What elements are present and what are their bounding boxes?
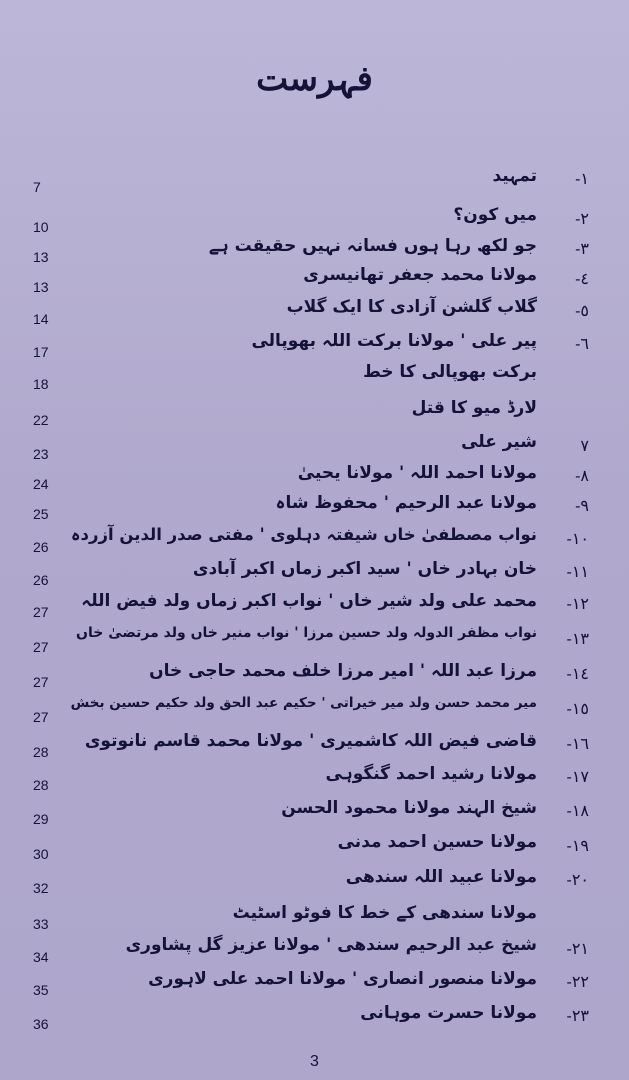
entry-number: ١٥- [566, 701, 589, 718]
toc-entry [0, 797, 629, 827]
toc-entry [0, 205, 629, 235]
entry-number: ٢- [575, 211, 589, 228]
entry-title: مولانا رشید احمد گنگوہی [325, 764, 537, 784]
entry-page: 35 [33, 982, 49, 998]
entry-title: مولانا سندھی کے خط کا فوٹو اسٹیٹ [232, 903, 537, 923]
entry-page: 28 [33, 777, 49, 793]
entry-number: ٢١- [566, 941, 589, 958]
toc-entry [0, 1002, 629, 1032]
entry-title: شیر علی [461, 432, 537, 452]
entry-page: 7 [33, 179, 41, 195]
entry-number: ١٢- [566, 596, 589, 613]
entry-page: 25 [33, 506, 49, 522]
entry-number: ١٩- [566, 838, 589, 855]
toc-entry [0, 590, 629, 620]
entry-number: ٩- [575, 498, 589, 515]
entry-title: میں کون؟ [453, 205, 537, 225]
entry-page: 17 [33, 344, 49, 360]
entry-title: تمہید [492, 166, 537, 186]
entry-title: میر محمد حسن ولد میر خیراتی ' حکیم عبد الحق ولد حکیم حسین بخش [70, 695, 537, 711]
toc-entry [0, 330, 629, 360]
entry-page: 29 [33, 811, 49, 827]
entry-title: مولانا عبد الرحیم ' محفوظ شاہ [275, 493, 537, 513]
entry-page: 14 [33, 311, 49, 327]
entry-number: ٣- [575, 241, 589, 258]
entry-page: 23 [33, 446, 49, 462]
entry-page: 27 [33, 709, 49, 725]
toc-entry [0, 165, 629, 195]
toc-entry [0, 695, 629, 725]
toc-entry [0, 558, 629, 588]
entry-title: مولانا حسرت موہانی [360, 1003, 537, 1023]
entry-number: ١٧- [566, 769, 589, 786]
entry-title: پیر علی ' مولانا برکت اللہ بھوپالی [251, 331, 537, 351]
toc-entry [0, 832, 629, 862]
entry-title: خان بہادر خاں ' سید اکبر زماں اکبر آبادی [192, 559, 537, 579]
toc-entry [0, 398, 629, 428]
entry-title: مولانا عبید اللہ سندھی [345, 867, 537, 887]
entry-page: 27 [33, 604, 49, 620]
entry-page: 26 [33, 539, 49, 555]
toc-entry [0, 660, 629, 690]
entry-number: ٢٢- [566, 974, 589, 991]
entry-number: ١٣- [566, 631, 589, 648]
entry-title: مولانا احمد اللہ ' مولانا یحییٰ [297, 463, 537, 483]
toc-entry [0, 935, 629, 965]
entry-page: 34 [33, 949, 49, 965]
page-number: 3 [310, 1053, 319, 1070]
entry-page: 24 [33, 476, 49, 492]
toc-entry [0, 432, 629, 462]
entry-number: ٦- [575, 336, 589, 353]
entry-page: 10 [33, 219, 49, 235]
entry-page: 36 [33, 1016, 49, 1032]
toc-entry [0, 362, 629, 392]
toc-entry [0, 462, 629, 492]
entry-page: 33 [33, 916, 49, 932]
contents-heading: فہرست [256, 59, 373, 99]
entry-number: ١٨- [566, 803, 589, 820]
entry-page: 18 [33, 376, 49, 392]
toc-entry [0, 492, 629, 522]
entry-title: لارڈ میو کا قتل [411, 398, 537, 418]
entry-title: محمد علی ولد شیر خاں ' نواب اکبر زماں ولد فیض اللہ [81, 591, 537, 611]
toc-entry [0, 866, 629, 896]
entry-number: ١٦- [566, 736, 589, 753]
toc-entry [0, 265, 629, 295]
toc-entry [0, 968, 629, 998]
toc-entry [0, 235, 629, 265]
entry-number: ٥- [575, 303, 589, 320]
entry-number: ٨- [575, 468, 589, 485]
entry-page: 27 [33, 674, 49, 690]
entry-title: شیخ عبد الرحیم سندھی ' مولانا عزیز گل پشاوری [125, 935, 537, 955]
toc-entry [0, 625, 629, 655]
entry-number: ٢٣- [566, 1008, 589, 1025]
entry-number: ٧ [580, 438, 589, 455]
entry-page: 30 [33, 846, 49, 862]
entry-title: جو لکھ رہا ہوں فسانہ نہیں حقیقت ہے [208, 236, 537, 256]
entry-title: قاضی فیض اللہ کاشمیری ' مولانا محمد قاسم نانوتوی [84, 731, 537, 751]
entry-page: 22 [33, 412, 49, 428]
entry-title: مولانا منصور انصاری ' مولانا احمد علی لاہوری [148, 969, 537, 989]
entry-page: 27 [33, 639, 49, 655]
entry-number: ١٤- [566, 666, 589, 683]
entry-title: شیخ الہند مولانا محمود الحسن [281, 798, 537, 818]
toc-entry [0, 730, 629, 760]
entry-page: 13 [33, 279, 49, 295]
entry-title: گلاب گلشن آزادی کا ایک گلاب [286, 297, 537, 317]
entry-page: 13 [33, 249, 49, 265]
toc-entry [0, 902, 629, 932]
toc-entry [0, 525, 629, 555]
entry-number: ١١- [566, 564, 589, 581]
entry-number: ٤- [575, 271, 589, 288]
entry-number: ١٠- [566, 531, 589, 548]
entry-number: ٢٠- [566, 872, 589, 889]
entry-page: 32 [33, 880, 49, 896]
entry-title: مرزا عبد اللہ ' امیر مرزا خلف محمد حاجی خاں [149, 661, 537, 681]
entry-title: مولانا محمد جعفر تھانیسری [303, 265, 537, 285]
entry-page: 28 [33, 744, 49, 760]
entry-title: برکت بھوپالی کا خط [363, 362, 537, 382]
entry-page: 26 [33, 572, 49, 588]
entry-title: نواب مظفر الدولہ ولد حسین مرزا ' نواب منیر خاں ولد مرتضیٰ خاں [76, 625, 537, 641]
toc-entry [0, 297, 629, 327]
entry-number: ١- [575, 171, 589, 188]
entry-title: مولانا حسین احمد مدنی [337, 832, 537, 852]
entry-title: نواب مصطفیٰ خاں شیفتہ دہلوی ' مفتی صدر الدین آزردہ [70, 525, 537, 544]
toc-entry [0, 763, 629, 793]
